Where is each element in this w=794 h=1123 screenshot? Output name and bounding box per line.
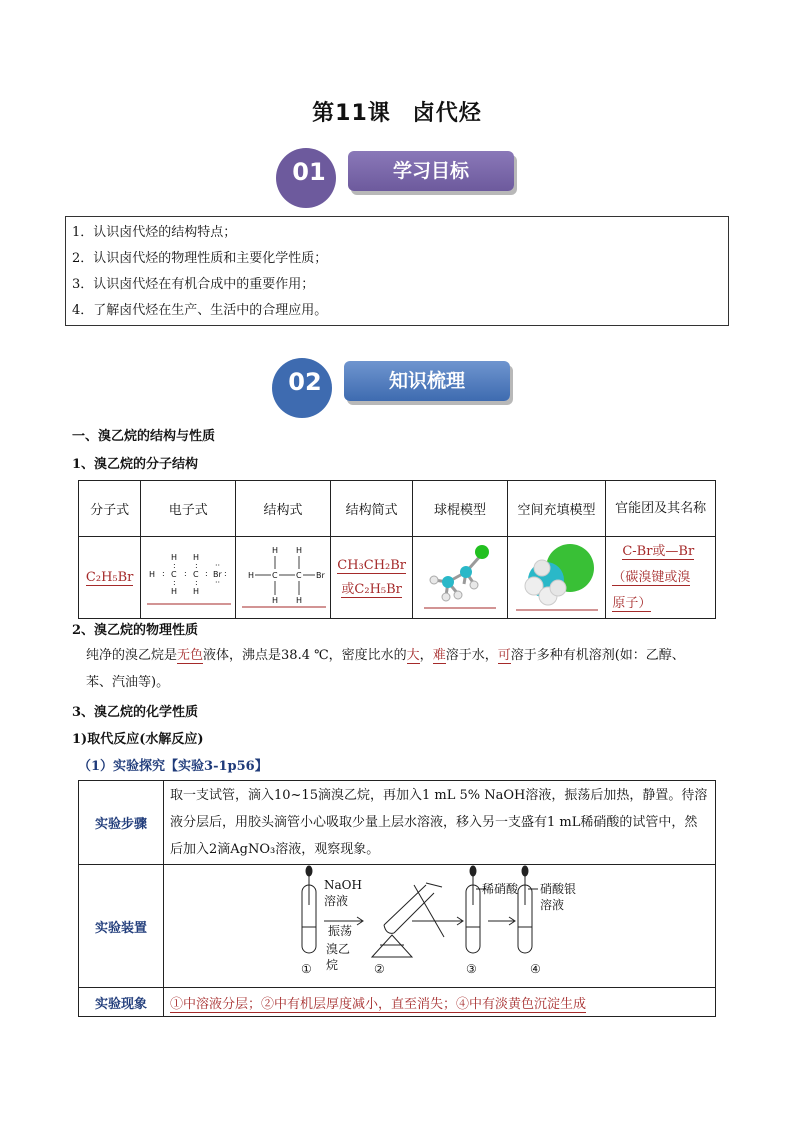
svg-text::: : [205, 568, 208, 578]
subsection-heading: 3、溴乙烷的化学性质 [72, 705, 199, 720]
structural-formula-diagram [238, 543, 328, 609]
svg-text:Br: Br [316, 570, 325, 580]
svg-text:C: C [193, 569, 199, 579]
svg-text:··: ·· [215, 560, 221, 570]
svg-text:溶液: 溶液 [540, 898, 565, 912]
svg-text::: : [173, 560, 176, 570]
goal-item: 4．了解卤代烃在生产、生活中的合理应用。 [72, 303, 328, 318]
experiment-table [78, 780, 716, 1017]
subsection-heading: 2、溴乙烷的物理性质 [72, 623, 199, 638]
banner-bar: 知识梳理 [344, 361, 510, 401]
svg-text:C: C [171, 569, 177, 579]
header-cell: 分子式 [79, 481, 141, 537]
svg-text:③: ③ [466, 962, 477, 976]
goals-box [65, 216, 729, 326]
row-header: 实验装置 [79, 865, 164, 988]
space-filling-cell [507, 537, 606, 619]
svg-text:①: ① [301, 962, 312, 976]
section-heading: 一、溴乙烷的结构与性质 [72, 429, 216, 444]
experiment-steps: 取一支试管，滴入10~15滴溴乙烷，再加入1 mL 5% NaOH溶液，振荡后加热，静置。待溶液分层后，用胶头滴管小心吸取少量上层水溶液，移入另一支盛有1 mL稀硝酸的试管中，然后加入2滴AgNO₃溶液，观察现象。 [164, 781, 716, 865]
section-banner-knowledge [272, 358, 522, 414]
goal-item: 1．认识卤代烃的结构特点； [72, 225, 237, 240]
svg-text:C: C [296, 570, 302, 580]
apparatus-cell [164, 865, 716, 988]
svg-text:溶液: 溶液 [324, 894, 349, 908]
subsection-heading: 1、溴乙烷的分子结构 [72, 457, 199, 472]
svg-text:④: ④ [530, 962, 541, 976]
svg-text::: : [162, 568, 165, 578]
svg-text:H: H [193, 586, 200, 596]
row-header: 实验现象 [79, 988, 164, 1017]
goal-item: 2．认识卤代烃的物理性质和主要化学性质； [72, 251, 328, 266]
physical-properties-text-cont: 苯、汽油等)。 [86, 675, 170, 690]
apparatus-diagram [164, 865, 714, 983]
row-header: 实验步骤 [79, 781, 164, 865]
ball-stick-model [420, 540, 500, 612]
experiment-result: ①中溶液分层；②中有机层厚度减小，直至消失；④中有淡黄色沉淀生成 [164, 988, 716, 1017]
svg-text:H: H [171, 552, 178, 562]
condensed-formula-cell: CH₃CH₂Br 或C₂H₅Br [330, 537, 412, 619]
svg-text:H: H [272, 545, 279, 555]
structural-formula-cell [236, 537, 331, 619]
header-cell: 球棍模型 [413, 481, 507, 537]
svg-text:··: ·· [215, 577, 221, 587]
banner-number: 01 [292, 158, 326, 186]
banner-bar: 学习目标 [348, 151, 514, 191]
svg-text::: : [173, 577, 176, 587]
header-cell: 结构简式 [330, 481, 412, 537]
electron-formula-cell [141, 537, 236, 619]
header-cell: 电子式 [141, 481, 236, 537]
header-cell: 空间充填模型 [507, 481, 606, 537]
svg-text:H: H [149, 569, 156, 579]
svg-text::: : [195, 577, 198, 587]
banner-number: 02 [288, 368, 322, 396]
page-title: 第11课 卤代烃 [312, 101, 482, 126]
subsection-heading: 1)取代反应(水解反应) [72, 732, 204, 747]
svg-text:NaOH: NaOH [324, 878, 362, 892]
header-cell: 官能团及其名称 [606, 481, 716, 537]
svg-text:H: H [171, 586, 178, 596]
section-banner-goals [276, 148, 521, 204]
physical-properties-text: 纯净的溴乙烷是无色液体，沸点是38.4 ℃，密度比水的大，难溶于水，可溶于多种有机溶剂(如：乙醇、 [86, 648, 685, 663]
svg-text:溴乙: 溴乙 [326, 942, 351, 956]
svg-text:H: H [296, 595, 303, 605]
formula-cell: C₂H₅Br [79, 537, 141, 619]
svg-text:H: H [248, 570, 255, 580]
svg-text:H: H [272, 595, 279, 605]
experiment-heading: （1）实验探究【实验3-1p56】 [78, 759, 268, 774]
svg-text:②: ② [374, 962, 385, 976]
svg-text::: : [224, 568, 227, 578]
svg-text:Br: Br [213, 569, 223, 579]
svg-text:稀硝酸: 稀硝酸 [482, 882, 519, 896]
structure-table [78, 480, 716, 619]
header-cell: 结构式 [236, 481, 331, 537]
svg-text:振荡: 振荡 [328, 924, 353, 938]
svg-text:C: C [272, 570, 278, 580]
svg-text:H: H [193, 552, 200, 562]
svg-text:H: H [296, 545, 303, 555]
svg-text::: : [184, 568, 187, 578]
electron-formula-diagram [143, 544, 233, 608]
space-filling-model [512, 538, 602, 614]
svg-text:烷: 烷 [326, 958, 339, 972]
ball-stick-cell [413, 537, 507, 619]
functional-group-cell: C-Br或—Br （碳溴键或溴 原子） [606, 537, 716, 619]
svg-text::: : [195, 560, 198, 570]
svg-text:硝酸银: 硝酸银 [540, 882, 577, 896]
goal-item: 3．认识卤代烃在有机合成中的重要作用； [72, 277, 315, 292]
